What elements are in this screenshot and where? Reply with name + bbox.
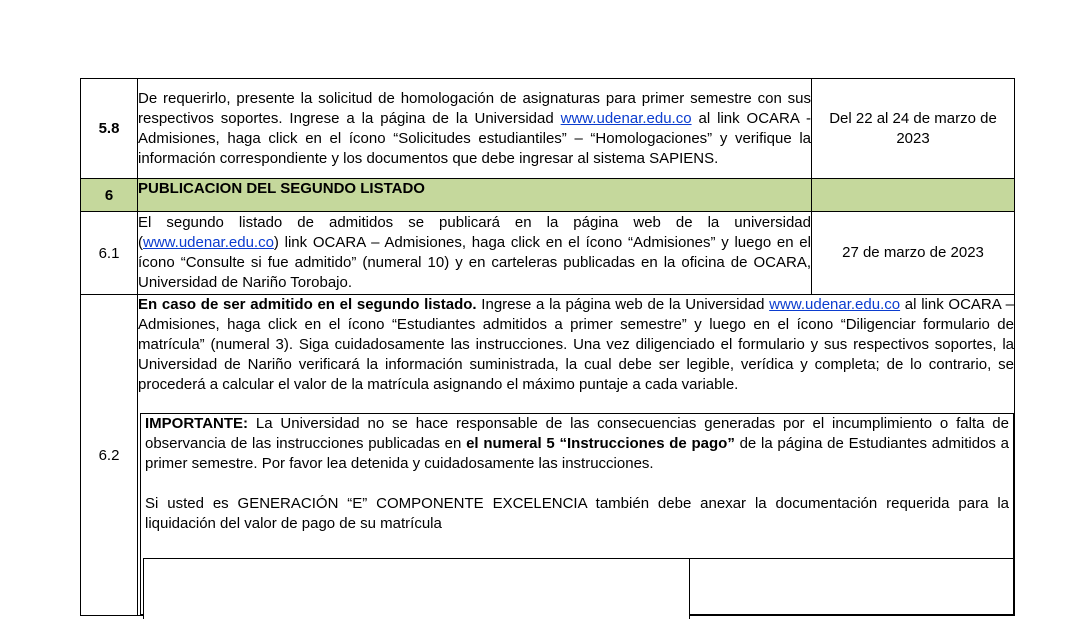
important-text: La Universidad no se hace responsable de las consecuencias generadas por el incumplimiento o falta de observancia de las instrucciones publicadas en <box>145 415 1009 452</box>
important-notice-box <box>140 413 1014 615</box>
row-date: 27 de marzo de 2023 <box>812 212 1015 295</box>
section-title: PUBLICACION DEL SEGUNDO LISTADO <box>138 179 812 212</box>
description-text: El segundo listado de admitidos se publicará en la página web de la universidad ( <box>138 214 811 251</box>
description-text: al link OCARA – Admisiones, haga click en el ícono “Estudiantes admitidos a primer semestre” y luego en el ícono “Diligenciar formulario de matrícula” (numeral 3). Siga cuidadosamente las instrucciones. Una vez diligenciado el formulario y sus respectivos soportes, la Universidad de Nariño verificará la información suministrada, la cual debe ser legible, verídica y completa; de lo contrario, se procederá a calcular el valor de la matrícula asignando el máximo puntaje a cada variable. <box>138 296 1014 393</box>
nested-table-top <box>143 558 1014 619</box>
description-text: De requerirlo, presente la solicitud de homologación de asignaturas para primer semestre con sus respectivos soportes. Ingrese a la página de la Universidad <box>138 89 811 127</box>
section-header-row-6 <box>81 179 1015 212</box>
document-page <box>80 78 1015 616</box>
description-text: ) link OCARA – Admisiones, haga click en el ícono “Admisiones” y luego en el ícono “Consulte si fue admitido” (numeral 10) y en carteleras publicadas en la oficina de OCARA, Universidad de Nariño Torobajo. <box>138 234 811 291</box>
row-number: 6.2 <box>81 295 138 616</box>
section-date-cell <box>812 179 1015 212</box>
row-number: 5.8 <box>81 79 138 179</box>
admitted-instructions <box>138 295 1014 395</box>
row-description <box>138 212 812 295</box>
section-number: 6 <box>81 179 138 212</box>
row-date: Del 22 al 24 de marzo de 2023 <box>812 79 1015 179</box>
udenar-link[interactable]: www.udenar.edu.co <box>769 296 901 313</box>
table-row-6-1 <box>81 212 1015 295</box>
generation-e-notice: Si usted es GENERACIÓN “E” COMPONENTE EXCELENCIA también debe anexar la documentación requerida para la liquidación del valor de pago de su matrícula <box>145 495 1009 532</box>
row-number: 6.1 <box>81 212 138 295</box>
important-label: IMPORTANTE: <box>145 415 249 432</box>
udenar-link[interactable]: www.udenar.edu.co <box>143 234 274 251</box>
nested-table-cell <box>143 559 690 619</box>
row-description <box>138 295 1015 616</box>
table-row-6-2 <box>81 295 1015 616</box>
lead-bold-text: En caso de ser admitido en el segundo listado. <box>138 296 477 313</box>
important-bold-text: el numeral 5 “Instrucciones de pago” <box>466 435 735 452</box>
description-text: Ingrese a la página web de la Universidad <box>476 296 770 313</box>
important-notice <box>145 414 1009 474</box>
schedule-table <box>80 78 1015 616</box>
important-text: de la página de Estudiantes admitidos a primer semestre. Por favor lea detenida y cuidadosamente las instrucciones. <box>145 435 1009 472</box>
udenar-link[interactable]: www.udenar.edu.co <box>560 109 692 127</box>
row-description <box>138 79 812 179</box>
table-row-5-8 <box>81 79 1015 179</box>
description-text: al link OCARA - Admisiones, haga click en el ícono “Solicitudes estudiantiles” – “Homologaciones” y verifique la información correspondiente y los documentos que debe ingresar al sistema SAPIENS. <box>138 109 811 167</box>
